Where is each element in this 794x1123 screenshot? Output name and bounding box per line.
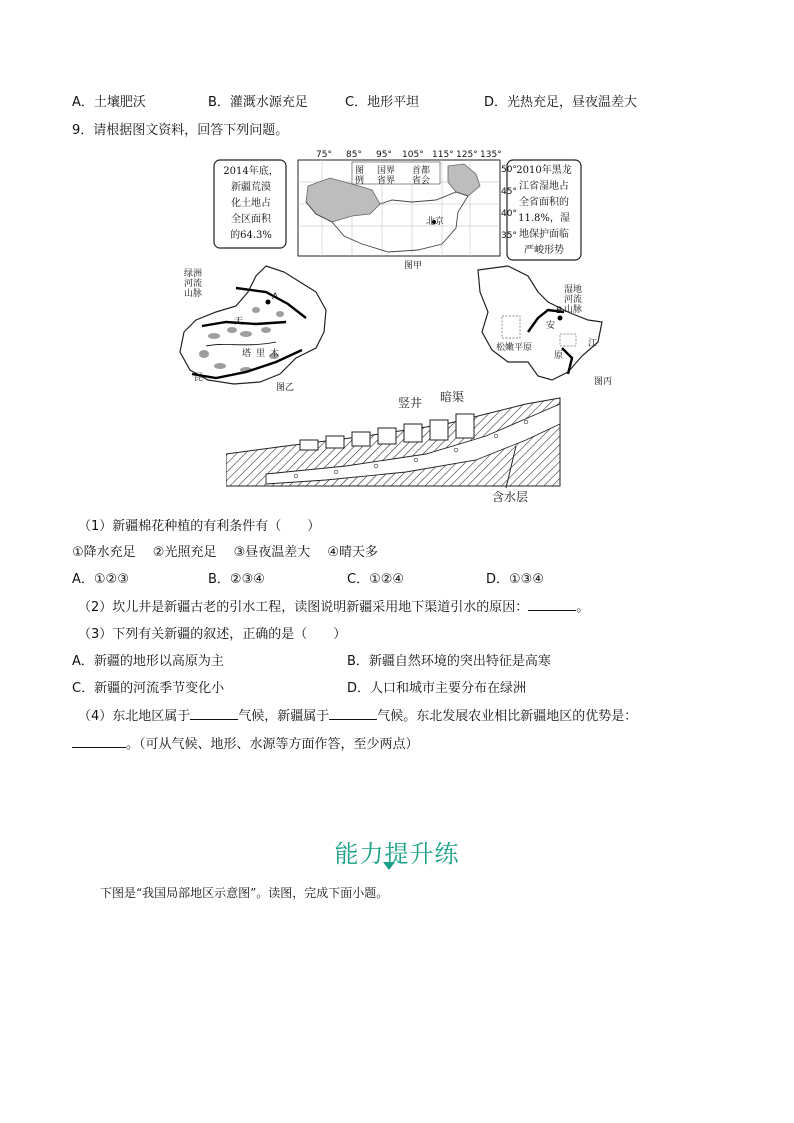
lon-label: 95° bbox=[376, 150, 392, 160]
lon-label: 75° bbox=[316, 150, 332, 160]
figure-yi bbox=[176, 262, 336, 392]
q1-stem: （1）新疆棉花种植的有利条件有（ ） bbox=[78, 519, 321, 534]
q3-stem: （3）下列有关新疆的叙述，正确的是（ ） bbox=[78, 627, 347, 642]
q1-items: ①降水充足 ②光照充足 ③昼夜温差大 ④晴天多 bbox=[72, 545, 379, 560]
figure-jia bbox=[212, 152, 584, 270]
q4-part3: 气候。东北发展农业相比新疆地区的优势是： bbox=[377, 709, 638, 724]
q2-end: 。 bbox=[576, 600, 590, 615]
q3-option-c: C．新疆的河流季节变化小 bbox=[72, 681, 225, 696]
section-title: 能力提升练 bbox=[334, 840, 460, 868]
legend-label: 省界 bbox=[377, 176, 396, 186]
lon-label: 125° bbox=[456, 150, 478, 160]
map-label: 天 bbox=[234, 317, 244, 327]
q4-blank-1 bbox=[190, 707, 238, 720]
lon-label: 135° bbox=[480, 150, 502, 160]
lat-label: 50° bbox=[501, 165, 517, 175]
lat-label: 35° bbox=[501, 231, 517, 241]
map-label: 松嫩平原 bbox=[496, 343, 533, 353]
label-shaft: 竖井 bbox=[398, 396, 423, 410]
map-label: 昆 bbox=[194, 373, 204, 383]
point-a: A bbox=[272, 292, 279, 302]
q4-blank-3 bbox=[72, 735, 126, 748]
label-aquifer: 含水层 bbox=[492, 490, 529, 504]
legend-river: 河流 bbox=[184, 279, 203, 289]
map-label: 安 bbox=[546, 321, 556, 331]
left-box-text: 2014年底， 新疆荒漠 化土地占 全区面积 的64.3% bbox=[223, 166, 279, 241]
q8-option-d: D．光热充足，昼夜温差大 bbox=[484, 95, 638, 110]
q8-option-c: C．地形平坦 bbox=[345, 95, 420, 110]
map-label: 原 bbox=[554, 351, 564, 361]
legend-label: 首都 bbox=[412, 166, 431, 176]
lat-label: 40° bbox=[501, 209, 517, 219]
figure-karez bbox=[226, 390, 562, 508]
q1-option-c: C．①②④ bbox=[347, 572, 405, 587]
q4-line1 bbox=[78, 707, 637, 726]
map-label: 江 bbox=[588, 339, 598, 349]
right-box-text: 2010年黑龙 江省湿地占 全省面积的 11.8%，湿 地保护面临 严峻形势 bbox=[516, 165, 572, 256]
figure-yi-caption: 图乙 bbox=[276, 383, 295, 393]
q3-option-d: D．人口和城市主要分布在绿洲 bbox=[347, 681, 527, 696]
lon-label: 105° bbox=[402, 150, 424, 160]
figure-bing-map bbox=[468, 262, 618, 388]
map-label: 塔 bbox=[242, 349, 252, 359]
legend-label: 国界 bbox=[377, 166, 396, 176]
q2-blank bbox=[528, 598, 576, 611]
q2-text: （2）坎儿井是新疆古老的引水工程，读图说明新疆采用地下渠道引水的原因： bbox=[78, 600, 529, 615]
q4-part1: （4）东北地区属于 bbox=[78, 709, 191, 724]
q1-option-d: D．①③④ bbox=[486, 572, 544, 587]
legend-mountain: 山脉 bbox=[564, 305, 583, 315]
legend-mountain: 山脉 bbox=[184, 289, 203, 299]
map-label: 里 bbox=[256, 349, 266, 359]
lat-label: 45° bbox=[501, 187, 517, 197]
legend-wetland: 湿地 bbox=[564, 285, 583, 295]
beijing-label: 北京 bbox=[426, 217, 445, 227]
legend-label: 例 bbox=[355, 176, 365, 186]
q4-part2: 气候，新疆属于 bbox=[238, 709, 330, 724]
q4-line2-text: 。（可从气候、地形、水源等方面作答，至少两点） bbox=[126, 737, 419, 752]
q4-line2 bbox=[72, 735, 419, 754]
q2-line bbox=[78, 598, 589, 617]
legend-river: 河流 bbox=[564, 295, 583, 305]
q3-option-b: B．新疆自然环境的突出特征是高寒 bbox=[347, 654, 551, 669]
label-tunnel: 暗渠 bbox=[440, 390, 465, 404]
q1-option-a: A．①②③ bbox=[72, 572, 129, 587]
map-label: 木 bbox=[270, 349, 280, 359]
legend-label: 图 bbox=[355, 166, 365, 176]
legend-label: 省会 bbox=[412, 176, 431, 186]
q4-blank-2 bbox=[329, 707, 377, 720]
q9-stem: 9．请根据图文资料，回答下列问题。 bbox=[72, 123, 289, 138]
figure-bing-caption: 图丙 bbox=[594, 377, 613, 387]
lon-label: 115° bbox=[432, 150, 454, 160]
title-triangle-icon bbox=[383, 862, 395, 870]
lon-label: 85° bbox=[346, 150, 362, 160]
q1-option-b: B．②③④ bbox=[208, 572, 265, 587]
q8-option-b: B．灌溉水源充足 bbox=[208, 95, 308, 110]
point-b: B bbox=[556, 306, 563, 316]
legend-oasis: 绿洲 bbox=[184, 269, 203, 279]
q8-option-a: A．土壤肥沃 bbox=[72, 95, 146, 110]
intro-text: 下图是“我国局部地区示意图”。读图，完成下面小题。 bbox=[100, 886, 389, 900]
q3-option-a: A．新疆的地形以高原为主 bbox=[72, 654, 224, 669]
figure-jia-caption: 图甲 bbox=[404, 261, 423, 271]
figure-bing bbox=[468, 262, 618, 388]
